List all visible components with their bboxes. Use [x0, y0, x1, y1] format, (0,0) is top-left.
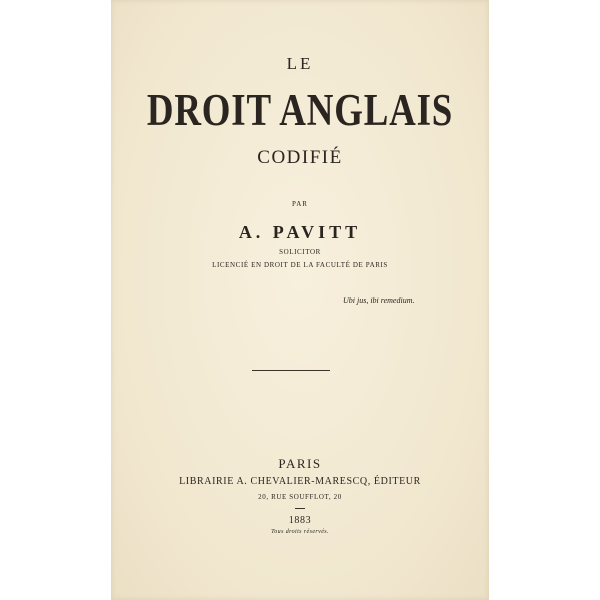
- author-role: SOLICITOR: [279, 248, 321, 256]
- book-title: DROIT ANGLAIS: [146, 85, 454, 135]
- title-page: [111, 0, 489, 600]
- short-divider: [295, 508, 305, 509]
- author-credential: LICENCIÉ EN DROIT DE LA FACULTÉ DE PARIS: [212, 261, 388, 269]
- book-subtitle: CODIFIÉ: [257, 147, 343, 168]
- publisher-name: LIBRAIRIE A. CHEVALIER-MARESCQ, ÉDITEUR: [179, 476, 421, 487]
- rights-notice: Tous droits réservés.: [271, 529, 329, 535]
- title-article: LE: [286, 54, 314, 73]
- author-name: A. PAVITT: [238, 222, 362, 242]
- divider-rule: [252, 370, 330, 371]
- publisher-address: 20, RUE SOUFFLOT, 20: [258, 493, 342, 501]
- epigraph: Ubi jus, ibi remedium.: [343, 296, 415, 305]
- publication-city: PARIS: [278, 456, 322, 471]
- publication-year: 1883: [288, 515, 312, 526]
- by-label: PAR: [292, 200, 308, 208]
